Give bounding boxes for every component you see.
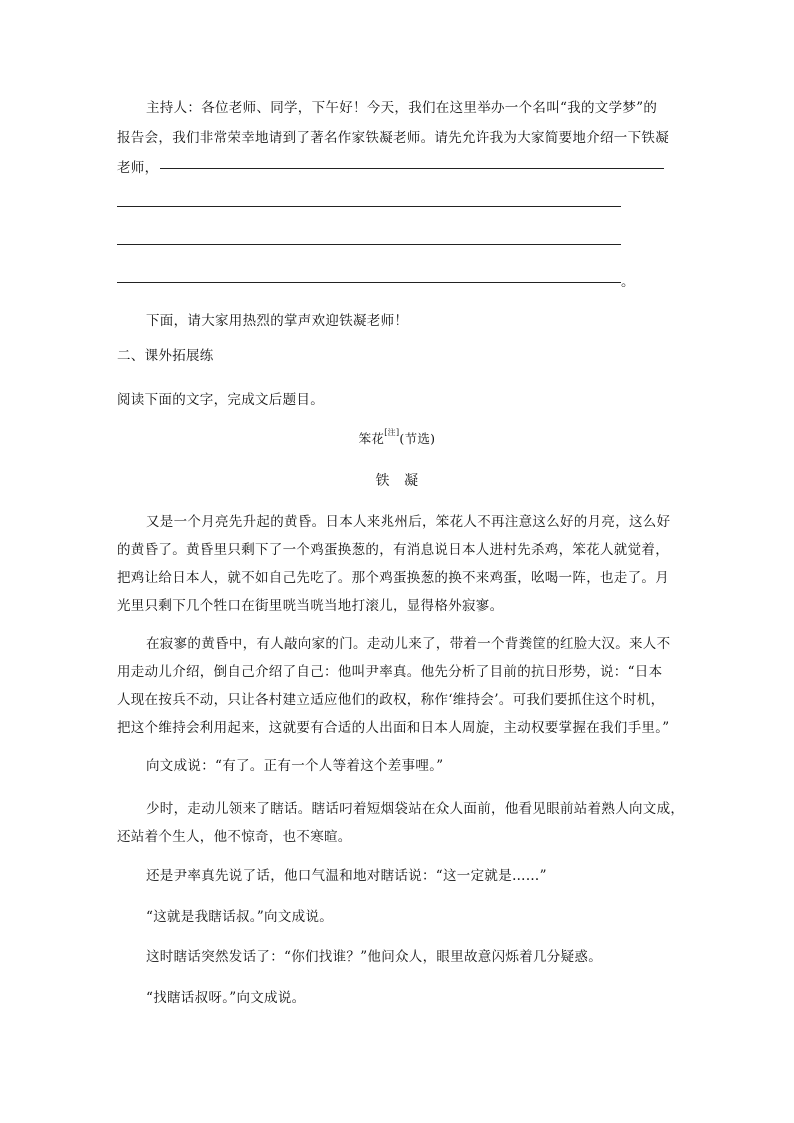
answer-blank-line-2[interactable]: [117, 206, 621, 207]
host-welcome: 下面，请大家用热烈的掌声欢迎铁凝老师！: [146, 313, 409, 329]
section-instruction: 阅读下面的文字，完成文后题目。: [117, 392, 324, 408]
article-title-suffix: (节选): [399, 431, 436, 446]
paragraph-1-line-4: 光里只剩下几个牲口在街里咣当咣当地打滚儿，显得格外寂寥。: [117, 598, 504, 614]
article-title-main: 笨花: [358, 431, 385, 446]
host-speech-line-3-prefix: 老师，: [117, 160, 159, 176]
paragraph-1-line-3: 把鸡让给日本人，就不如自己先吃了。那个鸡蛋换葱的换不来鸡蛋，吆喝一阵，也走了。月: [117, 570, 669, 586]
paragraph-1-line-2: 的黄昏了。黄昏里只剩下了一个鸡蛋换葱的，有消息说日本人进村先杀鸡，笨花人就觉着，: [117, 542, 669, 558]
paragraph-3-line-1: 向文成说：“有了。正有一个人等着这个差事哩。”: [146, 758, 444, 774]
paragraph-2-line-4: 把这个维持会利用起来，这就要有合适的人出面和日本人周旋，主动权要掌握在我们手里。”: [117, 720, 670, 736]
paragraph-2-line-1: 在寂寥的黄昏中，有人敲向家的门。走动儿来了，带着一个背粪筐的红脸大汉。来人不: [146, 636, 671, 652]
paragraph-2-line-2: 用走动儿介绍，倒自己介绍了自己：他叫尹率真。他先分析了目前的抗日形势，说：“日本: [117, 664, 663, 680]
answer-end-mark: 。: [621, 274, 635, 290]
article-author: [0, 470, 794, 490]
paragraph-7-line-1: 这时瞎话突然发话了：“你们找谁？”他问众人，眼里故意闪烁着几分疑惑。: [146, 949, 603, 965]
host-speech-line-1: 主持人：各位老师、同学，下午好！今天，我们在这里举办一个名叫“我的文学梦”的: [146, 100, 658, 116]
paragraph-8-line-1: “找瞎话叔呀。”向文成说。: [146, 990, 306, 1006]
answer-blank-line-3[interactable]: [117, 244, 621, 245]
paragraph-4-line-2: 还站着个生人，他不惊奇，也不寒暄。: [117, 829, 352, 845]
paragraph-4-line-1: 少时，走动儿领来了瞎话。瞎话叼着短烟袋站在众人面前，他看见眼前站着熟人向文成，: [146, 801, 685, 817]
paragraph-2-line-3: 人现在按兵不动，只让各村建立适应他们的政权，称作‘维持会’。可我们要抓住这个时机，: [117, 692, 665, 708]
host-speech-line-2: 报告会，我们非常荣幸地请到了著名作家铁凝老师。请先允许我为大家简要地介绍一下铁凝: [117, 130, 669, 146]
paragraph-5-line-1: 还是尹率真先说了话，他口气温和地对瞎话说：“这一定就是……”: [146, 868, 547, 884]
paragraph-6-line-1: “这就是我瞎话叔。”向文成说。: [146, 909, 334, 925]
article-title-note: [注]: [384, 428, 400, 437]
answer-blank-line-1[interactable]: [160, 168, 664, 169]
section-title: 二、课外拓展练: [117, 348, 214, 364]
article-title: [0, 429, 794, 447]
paragraph-1-line-1: 又是一个月亮先升起的黄昏。日本人来兆州后，笨花人不再注意这么好的月亮，这么好: [146, 514, 671, 530]
answer-blank-line-4[interactable]: [117, 282, 621, 283]
article-author-name: 铁 凝: [375, 473, 419, 489]
